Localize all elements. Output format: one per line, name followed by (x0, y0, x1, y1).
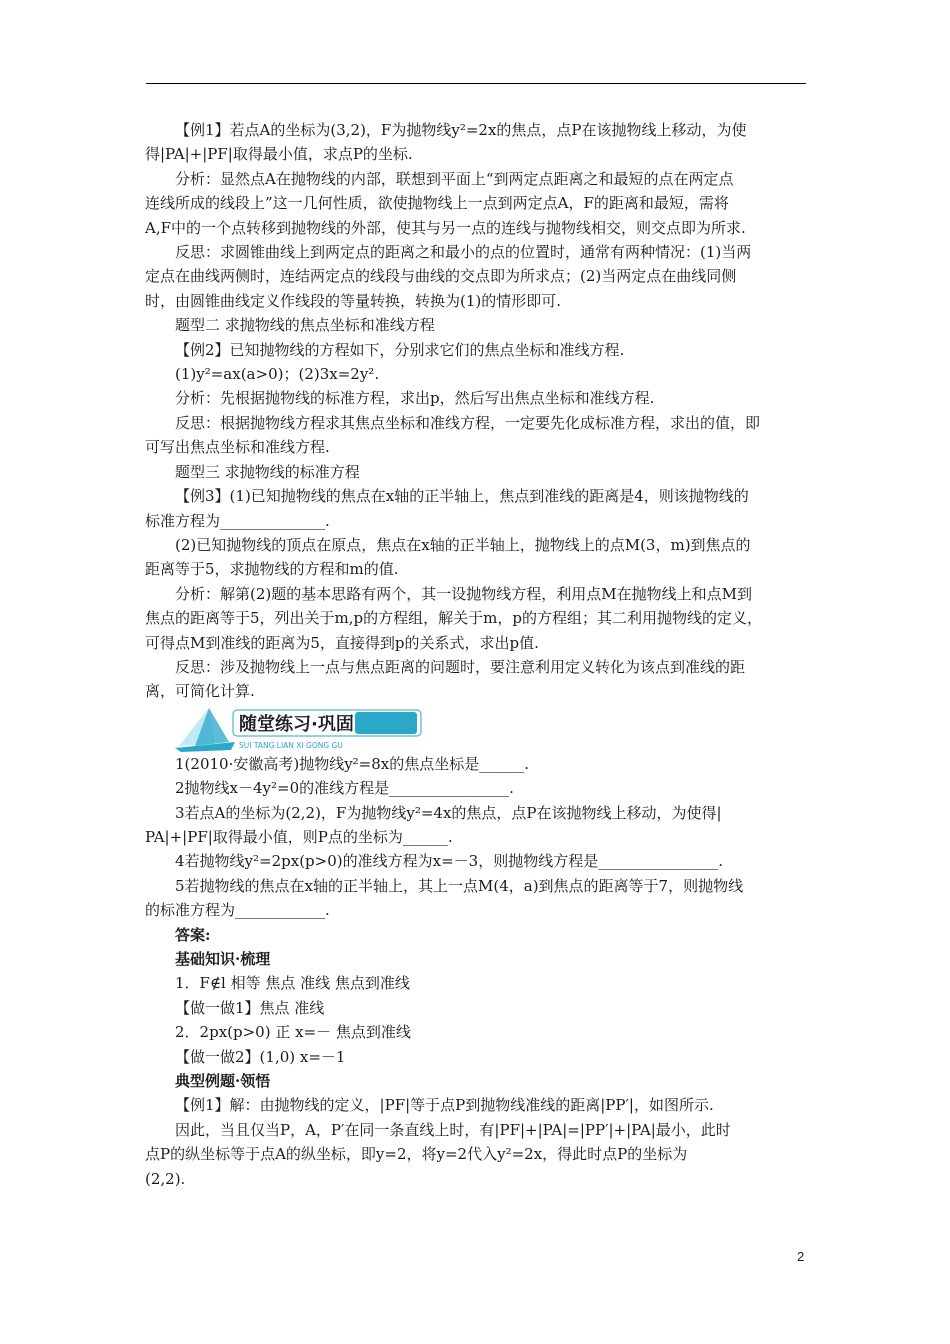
text-line: 标准方程为______________. (145, 511, 330, 530)
logo-pinyin: SUI TANG LIAN XI GONG GU (239, 740, 343, 750)
header-rule (146, 83, 806, 84)
answer-line: 点P的纵坐标等于点A的纵坐标，即y=2，将y=2代入y²=2x，得此时点P的坐标为 (145, 1145, 688, 1164)
text-line: (1)y²=ax(a>0)；(2)3x=2y². (175, 365, 380, 384)
exercise-line: 1(2010·安徽高考)抛物线y²=8x的焦点坐标是______. (175, 754, 530, 773)
text-line: 可得点M到准线的距离为5，直接得到p的关系式，求出p值. (145, 633, 539, 652)
text-line: 焦点的距离等于5，列出关于m,p的方程组，解关于m，p的方程组；其二利用抛物线的定义， (145, 609, 762, 628)
answers-subheading: 基础知识·梳理 (175, 950, 271, 968)
text-line: 分析：解第(2)题的基本思路有两个，其一设抛物线方程，利用点M在抛物线上和点M到 (175, 584, 752, 603)
text-line: 时，由圆锥曲线定义作线段的等量转换，转换为(1)的情形即可. (145, 291, 562, 310)
exercise-line: 的标准方程为____________. (145, 901, 330, 920)
text-line: 可写出焦点坐标和准线方程. (145, 438, 330, 457)
logo-highlight (355, 712, 417, 734)
answer-line: 因此，当且仅当P，A，P′在同一条直线上时，有|PF|+|PA|=|PP′|+|PA|最小，此时 (175, 1120, 731, 1139)
answer-line: 【例1】解：由抛物线的定义，|PF|等于点P到抛物线准线的距离|PP′|，如图所示. (175, 1096, 714, 1115)
text-line: 【例1】若点A的坐标为(3,2)，F为抛物线y²=2x的焦点，点P在该抛物线上移动，为使 (175, 121, 747, 139)
text-line: 距离等于5，求抛物线的方程和m的值. (145, 560, 399, 579)
section-heading: 题型二 求抛物线的焦点坐标和准线方程 (175, 316, 435, 335)
text-line: 离，可简化计算. (145, 682, 255, 701)
text-line: 分析：先根据抛物线的标准方程，求出p，然后写出焦点坐标和准线方程. (175, 389, 655, 408)
answers-heading: 答案: (175, 925, 211, 944)
section-heading: 题型三 求抛物线的标准方程 (175, 462, 360, 481)
answer-line: 【做一做1】焦点 准线 (175, 998, 325, 1017)
exercise-line: PA|+|PF|取得最小值，则P点的坐标为______. (145, 827, 453, 846)
text-line: 连线所成的线段上”这一几何性质，欲使抛物线上一点到两定点A，F的距离和最短，需将 (145, 194, 729, 213)
page-content (145, 118, 809, 1191)
answer-line: (2,2). (145, 1169, 186, 1188)
answer-line: 【做一做2】(1,0) x=－1 (175, 1047, 346, 1066)
answers-subheading: 典型例题·领悟 (175, 1072, 271, 1091)
exercise-line: 2抛物线x－4y²=0的准线方程是________________. (175, 779, 514, 798)
exercise-line: 3若点A的坐标为(2,2)，F为抛物线y²=4x的焦点，点P在该抛物线上移动，为使得| (175, 803, 722, 822)
text-line: 得|PA|+|PF|取得最小值，求点P的坐标. (145, 145, 413, 164)
exercise-line: 4若抛物线y²=2px(p>0)的准线方程为x=－3，则抛物线方程是________________. (175, 852, 723, 871)
page-number: 2 (797, 1249, 805, 1264)
practice-logo-row (145, 706, 809, 752)
exercise-line: 5若抛物线的焦点在x轴的正半轴上，其上一点M(4，a)到焦点的距离等于7，则抛物线 (175, 876, 744, 895)
text-line: (2)已知抛物线的顶点在原点，焦点在x轴的正半轴上，抛物线上的点M(3，m)到焦点的 (175, 535, 751, 554)
answer-line: 2．2px(p>0) 正 x=－ 焦点到准线 (175, 1023, 411, 1042)
text-line: A,F中的一个点转移到抛物线的外部，使其与另一点的连线与抛物线相交，则交点即为所求. (145, 218, 746, 237)
text-line: 【例3】(1)已知抛物线的焦点在x轴的正半轴上，焦点到准线的距离是4，则该抛物线的 (175, 487, 749, 506)
text-line: 【例2】已知抛物线的方程如下，分别求它们的焦点坐标和准线方程. (175, 340, 625, 359)
answer-line: 1．F∉l 相等 焦点 准线 焦点到准线 (175, 974, 410, 993)
text-line: 反思：求圆锥曲线上到两定点的距离之和最小的点的位置时，通常有两种情况：(1)当两 (175, 243, 752, 262)
text-line: 定点在曲线两侧时，连结两定点的线段与曲线的交点即为所求点；(2)当两定点在曲线同侧 (145, 267, 737, 286)
logo-title: 随堂练习·巩固 (239, 713, 354, 735)
text-line: 反思：涉及抛物线上一点与焦点距离的问题时，要注意利用定义转化为该点到准线的距 (175, 657, 746, 676)
text-line: 分析：显然点A在抛物线的内部，联想到平面上“到两定点距离之和最短的点在两定点 (175, 169, 734, 188)
text-line: 反思：根据抛物线方程求其焦点坐标和准线方程，一定要先化成标准方程，求出的值，即 (175, 413, 761, 432)
practice-logo (175, 706, 425, 752)
